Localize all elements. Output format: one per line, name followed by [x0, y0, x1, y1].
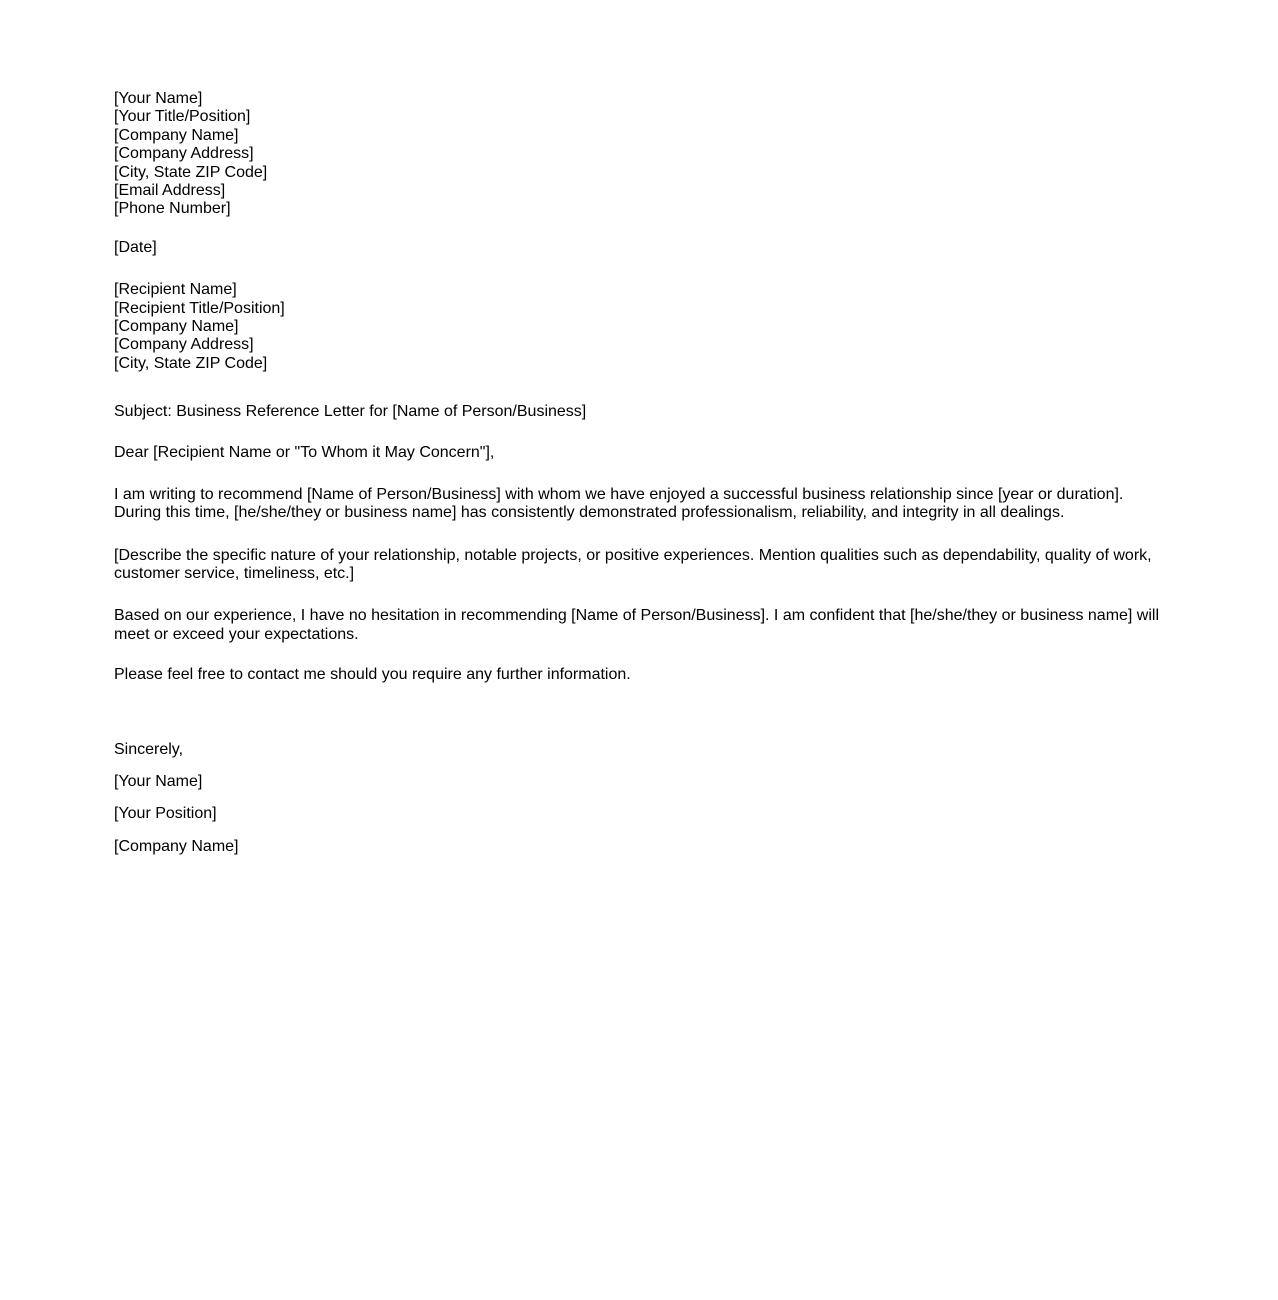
signature-company: [Company Name] [114, 837, 239, 855]
recipient-company-address: [Company Address] [114, 336, 254, 354]
sender-name: [Your Name] [114, 90, 203, 107]
body-paragraph-endorsement: Based on our experience, I have no hesitation in recommending [Name of Person/Business]. I am confident that [he/she/they or business name] will meet or exceed your expectations. [114, 607, 1160, 643]
sender-title: [Your Title/Position] [114, 108, 251, 126]
sender-address-block [114, 90, 1166, 219]
recipient-company-name: [Company Name] [114, 317, 239, 335]
recipient-name: [Recipient Name] [114, 281, 237, 299]
body-paragraph-contact-invitation: Please feel free to contact me should you require any further information. [114, 666, 631, 684]
sender-email: [Email Address] [114, 181, 226, 199]
salutation-line: Dear [Recipient Name or "To Whom it May Concern"], [114, 444, 495, 462]
body-paragraph-recommendation: I am writing to recommend [Name of Person/Business] with whom we have enjoyed a successful business relationship since [year or duration]. During this time, [he/she/they or business name] has consistently demonstrated professionalism, reliability, and integrity in all dealings. [114, 485, 1124, 522]
closing-line: Sincerely, [114, 740, 184, 758]
subject-line: Subject: Business Reference Letter for [Name of Person/Business] [114, 403, 587, 421]
body-paragraph-relationship-details: [Describe the specific nature of your relationship, notable projects, or positive experiences. Mention qualities such as dependability, quality of work, customer service, timeliness, etc.] [114, 546, 1152, 583]
sender-phone: [Phone Number] [114, 200, 231, 218]
sender-company-name: [Company Name] [114, 126, 239, 144]
recipient-city-state-zip: [City, State ZIP Code] [114, 354, 268, 372]
date-line: [Date] [114, 238, 157, 256]
business-reference-letter-document [114, 90, 1166, 856]
sender-company-address: [Company Address] [114, 145, 254, 163]
sender-city-state-zip: [City, State ZIP Code] [114, 163, 268, 181]
recipient-address-block [114, 281, 1166, 373]
recipient-title: [Recipient Title/Position] [114, 299, 285, 317]
signature-position: [Your Position] [114, 805, 217, 823]
signature-name: [Your Name] [114, 772, 203, 790]
